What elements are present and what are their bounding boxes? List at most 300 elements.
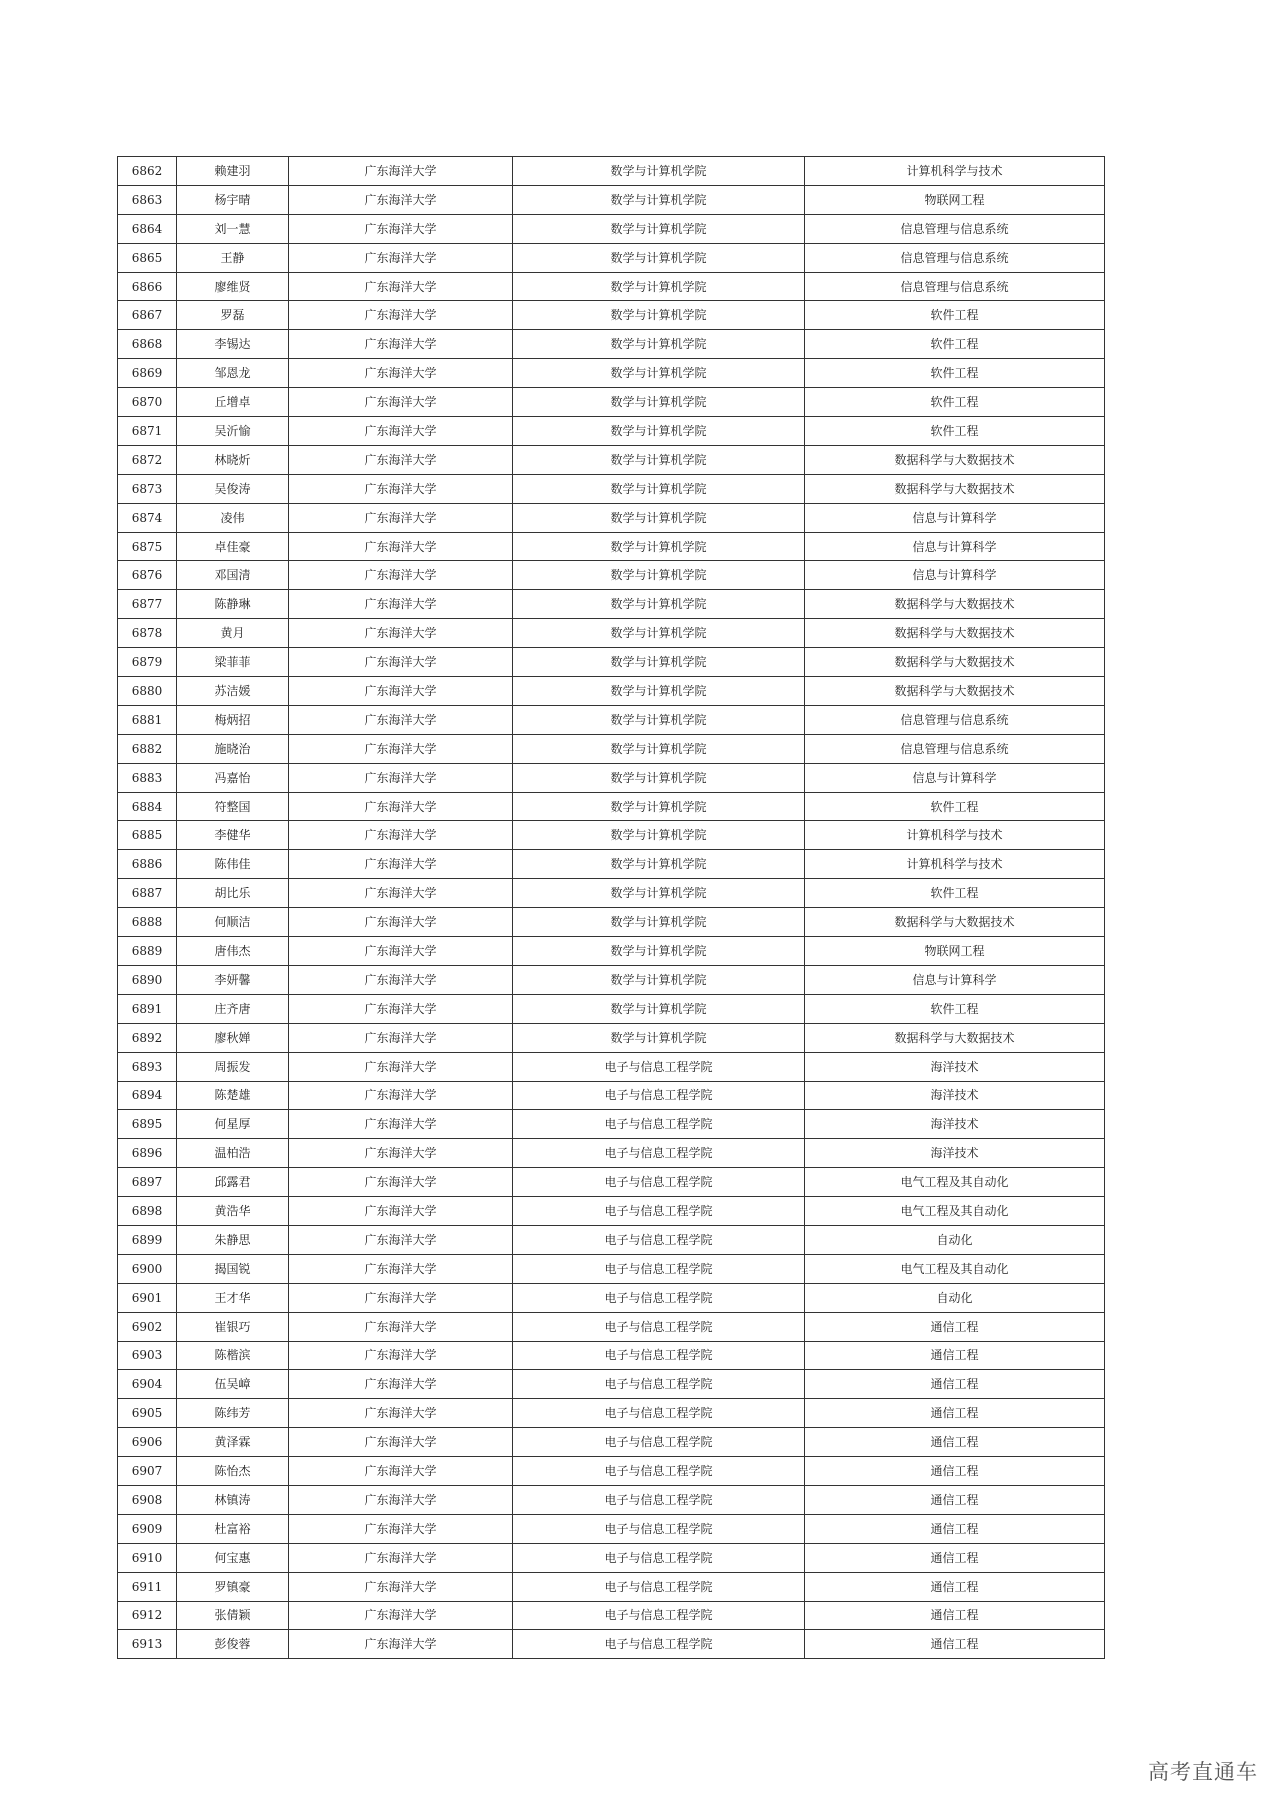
- cell-row-number: 6868: [118, 330, 177, 359]
- cell-college: 电子与信息工程学院: [513, 1052, 805, 1081]
- cell-student-name: 唐伟杰: [177, 937, 289, 966]
- table-row: [118, 1052, 1105, 1081]
- cell-university: 广东海洋大学: [289, 1630, 513, 1659]
- cell-student-name: 罗镇豪: [177, 1572, 289, 1601]
- cell-college: 电子与信息工程学院: [513, 1197, 805, 1226]
- cell-major: 通信工程: [805, 1370, 1105, 1399]
- cell-student-name: 彭俊蓉: [177, 1630, 289, 1659]
- cell-row-number: 6890: [118, 965, 177, 994]
- cell-student-name: 黄月: [177, 619, 289, 648]
- cell-university: 广东海洋大学: [289, 1254, 513, 1283]
- cell-student-name: 揭国锐: [177, 1254, 289, 1283]
- cell-student-name: 施晓治: [177, 734, 289, 763]
- table-row: [118, 1457, 1105, 1486]
- table-row: [118, 705, 1105, 734]
- cell-university: 广东海洋大学: [289, 243, 513, 272]
- cell-major: 通信工程: [805, 1601, 1105, 1630]
- cell-row-number: 6882: [118, 734, 177, 763]
- cell-university: 广东海洋大学: [289, 879, 513, 908]
- cell-major: 信息管理与信息系统: [805, 243, 1105, 272]
- cell-row-number: 6862: [118, 157, 177, 186]
- cell-major: 通信工程: [805, 1543, 1105, 1572]
- cell-row-number: 6889: [118, 937, 177, 966]
- cell-major: 海洋技术: [805, 1139, 1105, 1168]
- cell-row-number: 6884: [118, 792, 177, 821]
- cell-student-name: 梅炳招: [177, 705, 289, 734]
- cell-row-number: 6903: [118, 1341, 177, 1370]
- table-row: [118, 185, 1105, 214]
- cell-university: 广东海洋大学: [289, 1601, 513, 1630]
- cell-row-number: 6896: [118, 1139, 177, 1168]
- cell-major: 数据科学与大数据技术: [805, 590, 1105, 619]
- cell-major: 计算机科学与技术: [805, 821, 1105, 850]
- cell-student-name: 冯嘉怡: [177, 763, 289, 792]
- cell-university: 广东海洋大学: [289, 1341, 513, 1370]
- cell-university: 广东海洋大学: [289, 1168, 513, 1197]
- cell-row-number: 6863: [118, 185, 177, 214]
- cell-college: 数学与计算机学院: [513, 330, 805, 359]
- cell-college: 数学与计算机学院: [513, 648, 805, 677]
- cell-row-number: 6876: [118, 561, 177, 590]
- cell-university: 广东海洋大学: [289, 388, 513, 417]
- cell-college: 数学与计算机学院: [513, 965, 805, 994]
- cell-college: 数学与计算机学院: [513, 185, 805, 214]
- cell-college: 电子与信息工程学院: [513, 1254, 805, 1283]
- cell-college: 数学与计算机学院: [513, 561, 805, 590]
- cell-college: 电子与信息工程学院: [513, 1572, 805, 1601]
- cell-college: 数学与计算机学院: [513, 590, 805, 619]
- cell-row-number: 6879: [118, 648, 177, 677]
- table-row: [118, 417, 1105, 446]
- cell-major: 数据科学与大数据技术: [805, 908, 1105, 937]
- cell-student-name: 黄浩华: [177, 1197, 289, 1226]
- cell-university: 广东海洋大学: [289, 1197, 513, 1226]
- cell-row-number: 6878: [118, 619, 177, 648]
- cell-university: 广东海洋大学: [289, 1052, 513, 1081]
- table-row: [118, 648, 1105, 677]
- cell-college: 数学与计算机学院: [513, 763, 805, 792]
- cell-student-name: 邱露君: [177, 1168, 289, 1197]
- cell-student-name: 邓国清: [177, 561, 289, 590]
- table-row: [118, 1428, 1105, 1457]
- cell-university: 广东海洋大学: [289, 503, 513, 532]
- cell-major: 通信工程: [805, 1457, 1105, 1486]
- cell-row-number: 6867: [118, 301, 177, 330]
- cell-student-name: 罗磊: [177, 301, 289, 330]
- cell-student-name: 李健华: [177, 821, 289, 850]
- cell-college: 数学与计算机学院: [513, 359, 805, 388]
- cell-college: 电子与信息工程学院: [513, 1630, 805, 1659]
- cell-college: 数学与计算机学院: [513, 705, 805, 734]
- cell-student-name: 伍吴嶂: [177, 1370, 289, 1399]
- cell-university: 广东海洋大学: [289, 157, 513, 186]
- cell-major: 数据科学与大数据技术: [805, 1023, 1105, 1052]
- cell-major: 通信工程: [805, 1485, 1105, 1514]
- cell-university: 广东海洋大学: [289, 1370, 513, 1399]
- table-row: [118, 1370, 1105, 1399]
- table-row: [118, 1341, 1105, 1370]
- cell-major: 通信工程: [805, 1312, 1105, 1341]
- cell-college: 电子与信息工程学院: [513, 1485, 805, 1514]
- table-row: [118, 821, 1105, 850]
- cell-student-name: 赖建羽: [177, 157, 289, 186]
- cell-college: 数学与计算机学院: [513, 214, 805, 243]
- cell-major: 软件工程: [805, 994, 1105, 1023]
- cell-student-name: 凌伟: [177, 503, 289, 532]
- table-row: [118, 1023, 1105, 1052]
- cell-student-name: 吴沂愉: [177, 417, 289, 446]
- cell-university: 广东海洋大学: [289, 474, 513, 503]
- cell-student-name: 丘增卓: [177, 388, 289, 417]
- cell-college: 电子与信息工程学院: [513, 1601, 805, 1630]
- cell-college: 电子与信息工程学院: [513, 1110, 805, 1139]
- cell-major: 软件工程: [805, 388, 1105, 417]
- cell-university: 广东海洋大学: [289, 1399, 513, 1428]
- cell-student-name: 黄泽霖: [177, 1428, 289, 1457]
- table-row: [118, 937, 1105, 966]
- cell-row-number: 6893: [118, 1052, 177, 1081]
- table-row: [118, 1514, 1105, 1543]
- cell-row-number: 6904: [118, 1370, 177, 1399]
- cell-university: 广东海洋大学: [289, 792, 513, 821]
- cell-student-name: 何顺洁: [177, 908, 289, 937]
- cell-college: 数学与计算机学院: [513, 388, 805, 417]
- cell-university: 广东海洋大学: [289, 1312, 513, 1341]
- cell-row-number: 6911: [118, 1572, 177, 1601]
- table-row: [118, 763, 1105, 792]
- cell-row-number: 6873: [118, 474, 177, 503]
- table-row: [118, 1630, 1105, 1659]
- cell-student-name: 林镇涛: [177, 1485, 289, 1514]
- cell-row-number: 6877: [118, 590, 177, 619]
- cell-college: 数学与计算机学院: [513, 417, 805, 446]
- cell-college: 电子与信息工程学院: [513, 1139, 805, 1168]
- table-row: [118, 677, 1105, 706]
- cell-row-number: 6895: [118, 1110, 177, 1139]
- cell-college: 数学与计算机学院: [513, 1023, 805, 1052]
- table-row: [118, 792, 1105, 821]
- cell-student-name: 吴俊涛: [177, 474, 289, 503]
- cell-student-name: 杨宇晴: [177, 185, 289, 214]
- cell-row-number: 6892: [118, 1023, 177, 1052]
- cell-row-number: 6899: [118, 1225, 177, 1254]
- cell-major: 自动化: [805, 1225, 1105, 1254]
- cell-university: 广东海洋大学: [289, 1139, 513, 1168]
- cell-university: 广东海洋大学: [289, 301, 513, 330]
- cell-university: 广东海洋大学: [289, 1514, 513, 1543]
- table-row: [118, 532, 1105, 561]
- cell-university: 广东海洋大学: [289, 1428, 513, 1457]
- cell-major: 数据科学与大数据技术: [805, 677, 1105, 706]
- cell-university: 广东海洋大学: [289, 705, 513, 734]
- table-row: [118, 214, 1105, 243]
- cell-college: 数学与计算机学院: [513, 619, 805, 648]
- table-row: [118, 1081, 1105, 1110]
- cell-university: 广东海洋大学: [289, 937, 513, 966]
- cell-row-number: 6880: [118, 677, 177, 706]
- cell-student-name: 朱静思: [177, 1225, 289, 1254]
- cell-student-name: 温柏浩: [177, 1139, 289, 1168]
- cell-major: 电气工程及其自动化: [805, 1168, 1105, 1197]
- table-row: [118, 359, 1105, 388]
- cell-row-number: 6865: [118, 243, 177, 272]
- cell-student-name: 陈楷滨: [177, 1341, 289, 1370]
- cell-student-name: 杜富裕: [177, 1514, 289, 1543]
- cell-university: 广东海洋大学: [289, 619, 513, 648]
- cell-major: 软件工程: [805, 792, 1105, 821]
- cell-college: 数学与计算机学院: [513, 474, 805, 503]
- cell-major: 自动化: [805, 1283, 1105, 1312]
- cell-student-name: 王才华: [177, 1283, 289, 1312]
- cell-student-name: 刘一慧: [177, 214, 289, 243]
- cell-row-number: 6875: [118, 532, 177, 561]
- cell-major: 物联网工程: [805, 185, 1105, 214]
- cell-row-number: 6900: [118, 1254, 177, 1283]
- cell-student-name: 陈纬芳: [177, 1399, 289, 1428]
- cell-major: 软件工程: [805, 359, 1105, 388]
- cell-student-name: 陈怡杰: [177, 1457, 289, 1486]
- cell-major: 电气工程及其自动化: [805, 1197, 1105, 1226]
- table-row: [118, 388, 1105, 417]
- cell-row-number: 6902: [118, 1312, 177, 1341]
- cell-major: 海洋技术: [805, 1081, 1105, 1110]
- cell-college: 数学与计算机学院: [513, 850, 805, 879]
- cell-college: 电子与信息工程学院: [513, 1312, 805, 1341]
- cell-university: 广东海洋大学: [289, 561, 513, 590]
- cell-college: 数学与计算机学院: [513, 272, 805, 301]
- cell-major: 信息与计算科学: [805, 532, 1105, 561]
- cell-college: 电子与信息工程学院: [513, 1543, 805, 1572]
- cell-university: 广东海洋大学: [289, 445, 513, 474]
- cell-major: 信息与计算科学: [805, 561, 1105, 590]
- cell-major: 计算机科学与技术: [805, 850, 1105, 879]
- table-row: [118, 1225, 1105, 1254]
- cell-student-name: 何星厚: [177, 1110, 289, 1139]
- cell-row-number: 6885: [118, 821, 177, 850]
- cell-student-name: 李锡达: [177, 330, 289, 359]
- cell-university: 广东海洋大学: [289, 590, 513, 619]
- cell-university: 广东海洋大学: [289, 185, 513, 214]
- cell-college: 电子与信息工程学院: [513, 1370, 805, 1399]
- table-row: [118, 1543, 1105, 1572]
- cell-college: 数学与计算机学院: [513, 677, 805, 706]
- cell-college: 数学与计算机学院: [513, 734, 805, 763]
- table-row: [118, 908, 1105, 937]
- cell-row-number: 6864: [118, 214, 177, 243]
- cell-university: 广东海洋大学: [289, 359, 513, 388]
- cell-university: 广东海洋大学: [289, 908, 513, 937]
- cell-student-name: 苏洁媛: [177, 677, 289, 706]
- cell-major: 数据科学与大数据技术: [805, 445, 1105, 474]
- table-row: [118, 879, 1105, 908]
- cell-major: 信息管理与信息系统: [805, 214, 1105, 243]
- table-row: [118, 1168, 1105, 1197]
- table-row: [118, 243, 1105, 272]
- cell-student-name: 周振发: [177, 1052, 289, 1081]
- cell-row-number: 6894: [118, 1081, 177, 1110]
- cell-student-name: 陈静琳: [177, 590, 289, 619]
- cell-student-name: 廖秋婵: [177, 1023, 289, 1052]
- table-row: [118, 301, 1105, 330]
- cell-college: 数学与计算机学院: [513, 532, 805, 561]
- table-row: [118, 590, 1105, 619]
- cell-university: 广东海洋大学: [289, 1110, 513, 1139]
- cell-university: 广东海洋大学: [289, 1225, 513, 1254]
- table-row: [118, 619, 1105, 648]
- cell-row-number: 6886: [118, 850, 177, 879]
- cell-college: 数学与计算机学院: [513, 503, 805, 532]
- cell-row-number: 6870: [118, 388, 177, 417]
- cell-major: 电气工程及其自动化: [805, 1254, 1105, 1283]
- cell-student-name: 张倩颖: [177, 1601, 289, 1630]
- cell-major: 信息与计算科学: [805, 763, 1105, 792]
- cell-row-number: 6905: [118, 1399, 177, 1428]
- cell-college: 电子与信息工程学院: [513, 1081, 805, 1110]
- cell-row-number: 6908: [118, 1485, 177, 1514]
- cell-major: 信息管理与信息系统: [805, 734, 1105, 763]
- cell-row-number: 6891: [118, 994, 177, 1023]
- table-row: [118, 1312, 1105, 1341]
- cell-row-number: 6907: [118, 1457, 177, 1486]
- cell-major: 信息管理与信息系统: [805, 705, 1105, 734]
- cell-major: 物联网工程: [805, 937, 1105, 966]
- cell-row-number: 6913: [118, 1630, 177, 1659]
- cell-row-number: 6909: [118, 1514, 177, 1543]
- cell-row-number: 6871: [118, 417, 177, 446]
- table-row: [118, 503, 1105, 532]
- cell-row-number: 6897: [118, 1168, 177, 1197]
- cell-college: 电子与信息工程学院: [513, 1283, 805, 1312]
- cell-row-number: 6906: [118, 1428, 177, 1457]
- cell-major: 计算机科学与技术: [805, 157, 1105, 186]
- cell-student-name: 陈楚雄: [177, 1081, 289, 1110]
- cell-row-number: 6910: [118, 1543, 177, 1572]
- watermark-logo-text: 高考直通车: [1148, 1760, 1258, 1784]
- cell-row-number: 6866: [118, 272, 177, 301]
- cell-college: 电子与信息工程学院: [513, 1457, 805, 1486]
- cell-row-number: 6912: [118, 1601, 177, 1630]
- table-row: [118, 965, 1105, 994]
- cell-college: 电子与信息工程学院: [513, 1341, 805, 1370]
- cell-student-name: 李妍馨: [177, 965, 289, 994]
- cell-college: 数学与计算机学院: [513, 821, 805, 850]
- cell-university: 广东海洋大学: [289, 850, 513, 879]
- cell-student-name: 王静: [177, 243, 289, 272]
- cell-university: 广东海洋大学: [289, 214, 513, 243]
- cell-row-number: 6883: [118, 763, 177, 792]
- cell-university: 广东海洋大学: [289, 677, 513, 706]
- cell-college: 数学与计算机学院: [513, 445, 805, 474]
- cell-row-number: 6881: [118, 705, 177, 734]
- table-row: [118, 1399, 1105, 1428]
- cell-college: 电子与信息工程学院: [513, 1225, 805, 1254]
- cell-college: 数学与计算机学院: [513, 243, 805, 272]
- table-row: [118, 445, 1105, 474]
- cell-major: 通信工程: [805, 1514, 1105, 1543]
- table-row: [118, 561, 1105, 590]
- cell-row-number: 6901: [118, 1283, 177, 1312]
- cell-major: 信息与计算科学: [805, 965, 1105, 994]
- cell-university: 广东海洋大学: [289, 1023, 513, 1052]
- cell-student-name: 胡比乐: [177, 879, 289, 908]
- cell-row-number: 6872: [118, 445, 177, 474]
- cell-college: 数学与计算机学院: [513, 994, 805, 1023]
- cell-college: 数学与计算机学院: [513, 879, 805, 908]
- cell-row-number: 6869: [118, 359, 177, 388]
- cell-university: 广东海洋大学: [289, 417, 513, 446]
- cell-major: 通信工程: [805, 1399, 1105, 1428]
- cell-major: 信息与计算科学: [805, 503, 1105, 532]
- cell-university: 广东海洋大学: [289, 330, 513, 359]
- cell-row-number: 6888: [118, 908, 177, 937]
- cell-major: 海洋技术: [805, 1052, 1105, 1081]
- cell-student-name: 庄齐唐: [177, 994, 289, 1023]
- cell-university: 广东海洋大学: [289, 994, 513, 1023]
- cell-college: 电子与信息工程学院: [513, 1428, 805, 1457]
- table-row: [118, 474, 1105, 503]
- table-row: [118, 330, 1105, 359]
- cell-college: 电子与信息工程学院: [513, 1399, 805, 1428]
- cell-university: 广东海洋大学: [289, 821, 513, 850]
- cell-major: 数据科学与大数据技术: [805, 474, 1105, 503]
- table-row: [118, 1601, 1105, 1630]
- cell-row-number: 6887: [118, 879, 177, 908]
- cell-major: 通信工程: [805, 1428, 1105, 1457]
- cell-college: 数学与计算机学院: [513, 908, 805, 937]
- cell-university: 广东海洋大学: [289, 272, 513, 301]
- cell-major: 信息管理与信息系统: [805, 272, 1105, 301]
- cell-university: 广东海洋大学: [289, 1081, 513, 1110]
- cell-university: 广东海洋大学: [289, 965, 513, 994]
- table-row: [118, 1254, 1105, 1283]
- cell-university: 广东海洋大学: [289, 734, 513, 763]
- cell-student-name: 林晓炘: [177, 445, 289, 474]
- cell-student-name: 廖维贤: [177, 272, 289, 301]
- cell-university: 广东海洋大学: [289, 763, 513, 792]
- cell-college: 数学与计算机学院: [513, 937, 805, 966]
- cell-major: 通信工程: [805, 1572, 1105, 1601]
- cell-major: 通信工程: [805, 1341, 1105, 1370]
- table-row: [118, 850, 1105, 879]
- cell-major: 通信工程: [805, 1630, 1105, 1659]
- cell-major: 软件工程: [805, 417, 1105, 446]
- student-roster-table: [117, 156, 1105, 1659]
- cell-student-name: 梁菲菲: [177, 648, 289, 677]
- cell-student-name: 邹恩龙: [177, 359, 289, 388]
- cell-student-name: 卓佳豪: [177, 532, 289, 561]
- cell-major: 数据科学与大数据技术: [805, 619, 1105, 648]
- cell-university: 广东海洋大学: [289, 1572, 513, 1601]
- cell-university: 广东海洋大学: [289, 1457, 513, 1486]
- table-row: [118, 734, 1105, 763]
- cell-student-name: 崔银巧: [177, 1312, 289, 1341]
- cell-university: 广东海洋大学: [289, 1543, 513, 1572]
- cell-university: 广东海洋大学: [289, 1283, 513, 1312]
- cell-university: 广东海洋大学: [289, 1485, 513, 1514]
- table-row: [118, 272, 1105, 301]
- cell-university: 广东海洋大学: [289, 648, 513, 677]
- roster-body: [118, 157, 1105, 1659]
- cell-college: 电子与信息工程学院: [513, 1168, 805, 1197]
- table-row: [118, 1110, 1105, 1139]
- cell-student-name: 符整国: [177, 792, 289, 821]
- table-row: [118, 994, 1105, 1023]
- table-row: [118, 1283, 1105, 1312]
- cell-college: 数学与计算机学院: [513, 157, 805, 186]
- cell-student-name: 陈伟佳: [177, 850, 289, 879]
- cell-major: 软件工程: [805, 879, 1105, 908]
- cell-university: 广东海洋大学: [289, 532, 513, 561]
